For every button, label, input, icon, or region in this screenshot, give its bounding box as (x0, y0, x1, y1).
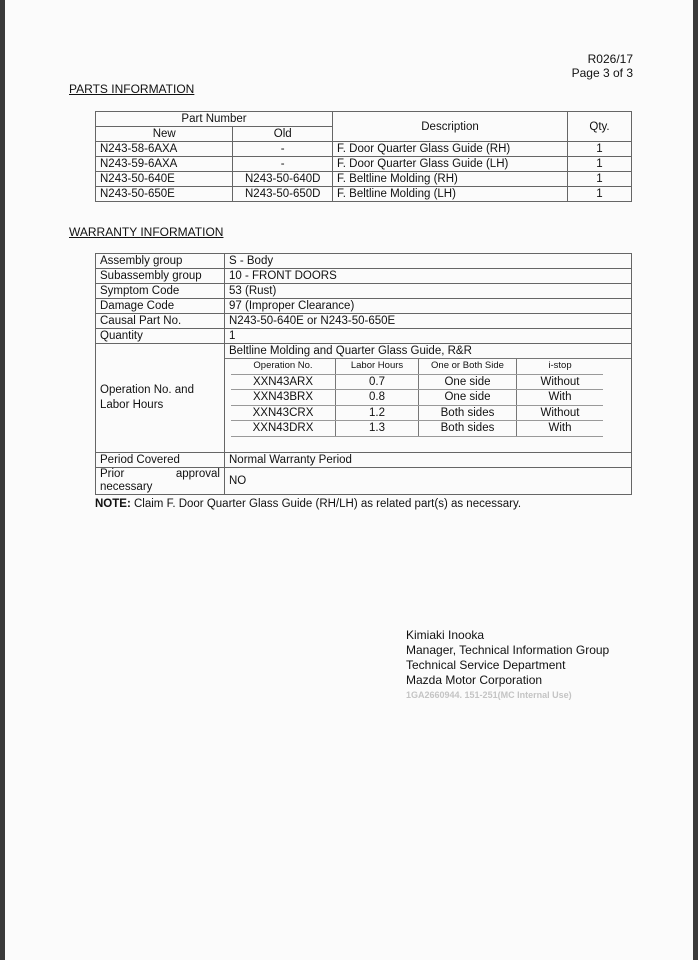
labor-hours: 0.8 (336, 390, 419, 406)
part-old: - (233, 142, 333, 157)
table-row (231, 405, 603, 421)
part-number-header: Part Number (96, 112, 333, 127)
side: Both sides (419, 405, 517, 421)
signer-company: Mazda Motor Corporation (406, 673, 543, 687)
side: One side (419, 390, 517, 406)
part-description: F. Beltline Molding (RH) (333, 172, 568, 187)
approval-word: approval (175, 467, 220, 480)
part-qty: 1 (568, 187, 632, 202)
part-new: N243-50-640E (96, 172, 233, 187)
op-no: XXN43BRX (231, 390, 336, 406)
side: One side (419, 374, 517, 390)
part-new: N243-58-6AXA (96, 142, 233, 157)
table-row (96, 314, 632, 329)
warranty-information-title: WARRANTY INFORMATION (69, 225, 224, 239)
damage-code-value: 97 (Improper Clearance) (225, 299, 632, 314)
symptom-code-label: Symptom Code (96, 284, 225, 299)
op-no: XXN43ARX (231, 374, 336, 390)
table-row (96, 299, 632, 314)
part-new: N243-59-6AXA (96, 157, 233, 172)
prior-approval-label (96, 467, 225, 494)
note-text: Claim F. Door Quarter Glass Guide (RH/LH) as related part(s) as necessary. (133, 498, 522, 510)
operation-spacer (225, 437, 631, 452)
necessary-word: necessary (100, 480, 153, 493)
table-row (96, 467, 632, 494)
table-row (96, 172, 632, 187)
part-description: F. Door Quarter Glass Guide (LH) (333, 157, 568, 172)
old-header: Old (233, 127, 333, 142)
prior-approval-value: NO (225, 467, 632, 494)
part-description: F. Beltline Molding (LH) (333, 187, 568, 202)
op-no-header: Operation No. (231, 359, 336, 374)
operations-table (231, 359, 603, 437)
subassembly-group-value: 10 - FRONT DOORS (225, 269, 632, 284)
table-row (96, 157, 632, 172)
period-covered-value: Normal Warranty Period (225, 452, 632, 467)
labor-hours: 1.3 (336, 421, 419, 437)
part-old: - (233, 157, 333, 172)
period-covered-label: Period Covered (96, 452, 225, 467)
subassembly-group-label: Subassembly group (96, 269, 225, 284)
prior-word: Prior (100, 467, 125, 480)
istop: Without (517, 374, 604, 390)
assembly-group-value: S - Body (225, 254, 632, 269)
description-header: Description (333, 112, 568, 142)
istop: Without (517, 405, 604, 421)
signer-department: Technical Service Department (406, 658, 566, 672)
new-header: New (96, 127, 233, 142)
table-row (96, 269, 632, 284)
part-qty: 1 (568, 157, 632, 172)
side: Both sides (419, 421, 517, 437)
istop-header: i-stop (517, 359, 604, 374)
part-old: N243-50-640D (233, 172, 333, 187)
table-row (96, 187, 632, 202)
part-qty: 1 (568, 142, 632, 157)
side-header: One or Both Side (419, 359, 517, 374)
table-row (96, 254, 632, 269)
signer-name: Kimiaki Inooka (406, 628, 485, 642)
op-no: XXN43CRX (231, 405, 336, 421)
page-indicator: Page 3 of 3 (571, 66, 633, 80)
causal-part-label: Causal Part No. (96, 314, 225, 329)
warranty-table (95, 253, 632, 495)
table-row (96, 284, 632, 299)
document-header (572, 52, 633, 80)
operation-title: Beltline Molding and Quarter Glass Guide, R&R (225, 344, 631, 359)
labor-hours: 0.7 (336, 374, 419, 390)
operation-label: Operation No. and Labor Hours (96, 344, 225, 453)
note-label: NOTE: (95, 498, 131, 510)
labor-hours-header: Labor Hours (336, 359, 419, 374)
symptom-code-value: 53 (Rust) (225, 284, 632, 299)
causal-part-value: N243-50-640E or N243-50-650E (225, 314, 632, 329)
document-number: R026/17 (587, 52, 633, 66)
op-no: XXN43DRX (231, 421, 336, 437)
labor-hours: 1.2 (336, 405, 419, 421)
operation-cell (225, 344, 632, 453)
table-row (231, 390, 603, 406)
table-row (96, 452, 632, 467)
table-row (96, 329, 632, 344)
table-row (96, 344, 632, 453)
table-row (231, 374, 603, 390)
istop: With (517, 421, 604, 437)
part-new: N243-50-650E (96, 187, 233, 202)
note (95, 498, 521, 510)
table-row (231, 421, 603, 437)
istop: With (517, 390, 604, 406)
table-row (96, 142, 632, 157)
parts-table (95, 111, 632, 202)
quantity-value: 1 (225, 329, 632, 344)
signer-title: Manager, Technical Information Group (406, 643, 610, 657)
part-description: F. Door Quarter Glass Guide (RH) (333, 142, 568, 157)
signature-block (406, 628, 609, 703)
parts-information-title: PARTS INFORMATION (69, 82, 195, 96)
damage-code-label: Damage Code (96, 299, 225, 314)
assembly-group-label: Assembly group (96, 254, 225, 269)
part-old: N243-50-650D (233, 187, 333, 202)
part-qty: 1 (568, 172, 632, 187)
internal-reference: 1GA2660944. 151-251(MC Internal Use) (406, 690, 572, 700)
quantity-label: Quantity (96, 329, 225, 344)
qty-header: Qty. (568, 112, 632, 142)
document-page (5, 0, 693, 960)
